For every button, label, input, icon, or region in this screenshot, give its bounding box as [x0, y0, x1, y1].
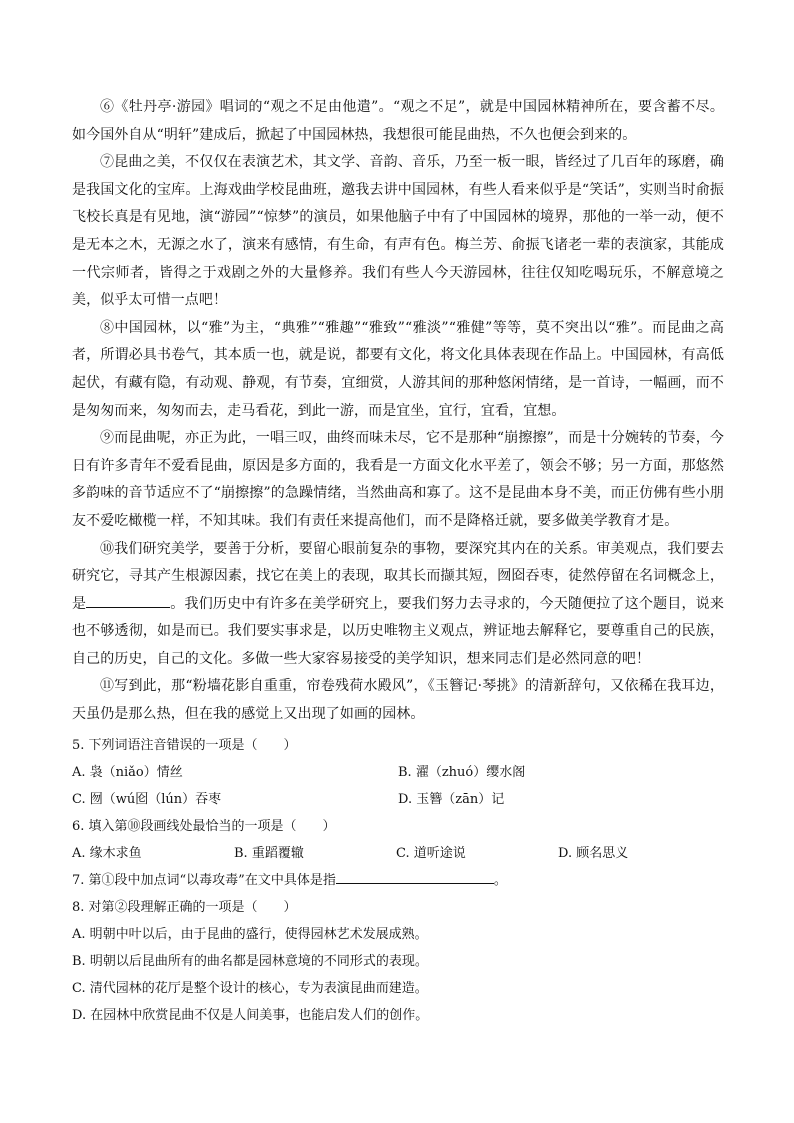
question-6-stem: 6. 填入第⑩段画线处最恰当的一项是（ ）: [72, 818, 336, 834]
question-5-options-row-1: [72, 759, 724, 786]
paragraph-7: ⑦昆曲之美，不仅仅在表演艺术，其文学、音韵、音乐，乃至一板一眼，皆经过了几百年的琢磨，确是我国文化的宝库。上海戏曲学校昆曲班，邀我去讲中国园林，有些人看来似乎是“笑话”，实则当时俞振飞校长真是有见地，演“游园”“惊梦”的演员，如果他脑子中有了中国园林的境界，那他的一举一动，便不是无本之木，无源之水了，演来有感情，有生命，有声有色。梅兰芳、俞振飞诸老一辈的表演家，其能成一代宗师者，皆得之于戏剧之外的大量修养。我们有些人今天游园林，往往仅知吃喝玩乐，不解意境之美，似乎太可惜一点吧！: [72, 154, 724, 309]
fill-in-blank[interactable]: [86, 593, 170, 608]
paragraph-11: ⑪写到此，那“粉墙花影自重重，帘卷残荷水殿风”，《玉簪记·琴挑》的清新辞句，又依稀在我耳边，天虽仍是那么热，但在我的感觉上又出现了如画的园林。: [72, 678, 724, 723]
question-8-option-c[interactable]: C. 清代园林的花厅是整个设计的核心，专为表演昆曲而建造。: [72, 980, 428, 996]
question-5-options-row-2: [72, 786, 724, 813]
question-7-stem-text: 7. 第①段中加点词“以毒攻毒”在文中具体是指: [72, 872, 336, 888]
paragraph-8: ⑧中国园林，以“雅”为主，“典雅”“雅趣”“雅致”“雅淡”“雅健”等等，莫不突出以“雅”。而昆曲之高者，所谓必具书卷气，其本质一也，就是说，都要有文化，将文化具体表现在作品上。中国园林，有高低起伏，有藏有隐，有动观、静观，有节奏，宜细赏，人游其间的那种悠闲情绪，是一首诗，一幅画，而不是匆匆而来，匆匆而去，走马看花，到此一游，而是宜坐，宜行，宜看，宜想。: [72, 319, 724, 419]
question-5-option-d[interactable]: D. 玉簪（zān）记: [398, 791, 505, 807]
question-7-answer-blank[interactable]: [336, 869, 494, 884]
questions-section: [72, 732, 724, 1029]
question-8-option-b[interactable]: B. 明朝以后昆曲所有的曲名都是园林意境的不同形式的表现。: [72, 953, 428, 969]
paragraph-10-part-b: 。我们历史中有许多在美学研究上，要我们努力去寻求的，今天随便拉了这个题目，说来也不够透彻，如是而已。我们要实事求是，以历史唯物主义观点，辨证地去解释它，要尊重自己的民族，自己的历史，自己的文化。多做一些大家容易接受的美学知识，想来同志们是必然同意的吧！: [72, 595, 724, 667]
passage-content: [72, 94, 724, 1029]
paragraph-6: ⑥《牡丹亭·游园》唱词的“观之不足由他遣”。“观之不足”，就是中国园林精神所在，要含蓄不尽。如今国外自从“明轩”建成后，掀起了中国园林热，我想很可能昆曲热，不久也便会到来的。: [72, 99, 724, 143]
question-5-option-b[interactable]: B. 濯（zhuó）缨水阁: [398, 764, 526, 780]
paragraph-9: ⑨而昆曲呢，亦正为此，一唱三叹，曲终而味未尽，它不是那种“崩擦擦”，而是十分婉转的节奏，今日有许多青年不爱看昆曲，原因是多方面的，我看是一方面文化水平差了，领会不够；另一方面，那悠然多韵味的音节适应不了“崩擦擦”的急躁情绪，当然曲高和寡了。这不是昆曲本身不美，而正仿佛有些小朋友不爱吃橄榄一样，不知其味。我们有责任来提高他们，而不是降格迁就，要多做美学教育才是。: [72, 430, 724, 529]
question-5-stem: 5. 下列词语注音错误的一项是（ ）: [72, 737, 297, 753]
question-7-stem: [72, 867, 724, 894]
question-5-option-a[interactable]: A. 袅（niǎo）情丝: [72, 764, 183, 780]
question-7-stem-end: 。: [493, 872, 507, 888]
question-6-option-a[interactable]: A. 缘木求鱼: [72, 845, 142, 861]
question-6-option-c[interactable]: C. 道听途说: [396, 845, 466, 861]
paragraph-10: [72, 536, 724, 674]
question-5-option-c[interactable]: C. 囫（wú囵（lún）吞枣: [72, 791, 222, 807]
question-8-option-a[interactable]: A. 明朝中叶以后，由于昆曲的盛行，使得园林艺术发展成熟。: [72, 926, 428, 942]
question-8-stem: 8. 对第②段理解正确的一项是（ ）: [72, 899, 297, 915]
question-6-option-b[interactable]: B. 重蹈覆辙: [234, 845, 304, 861]
question-6-options: [72, 840, 724, 867]
paragraph-10-part-a: ⑩我们研究美学，要善于分析，要留心眼前复杂的事物，要深究其内在的关系。审美观点，我们要去研究它，寻其产生根源因素，找它在美上的表现，取其长而撷其短，囫囵吞枣，徒然停留在名词概念上，是: [72, 540, 724, 612]
question-6-option-d[interactable]: D. 顾名思义: [558, 845, 629, 861]
question-8-option-d[interactable]: D. 在园林中欣赏昆曲不仅是人间美事，也能启发人们的创作。: [72, 1007, 429, 1023]
